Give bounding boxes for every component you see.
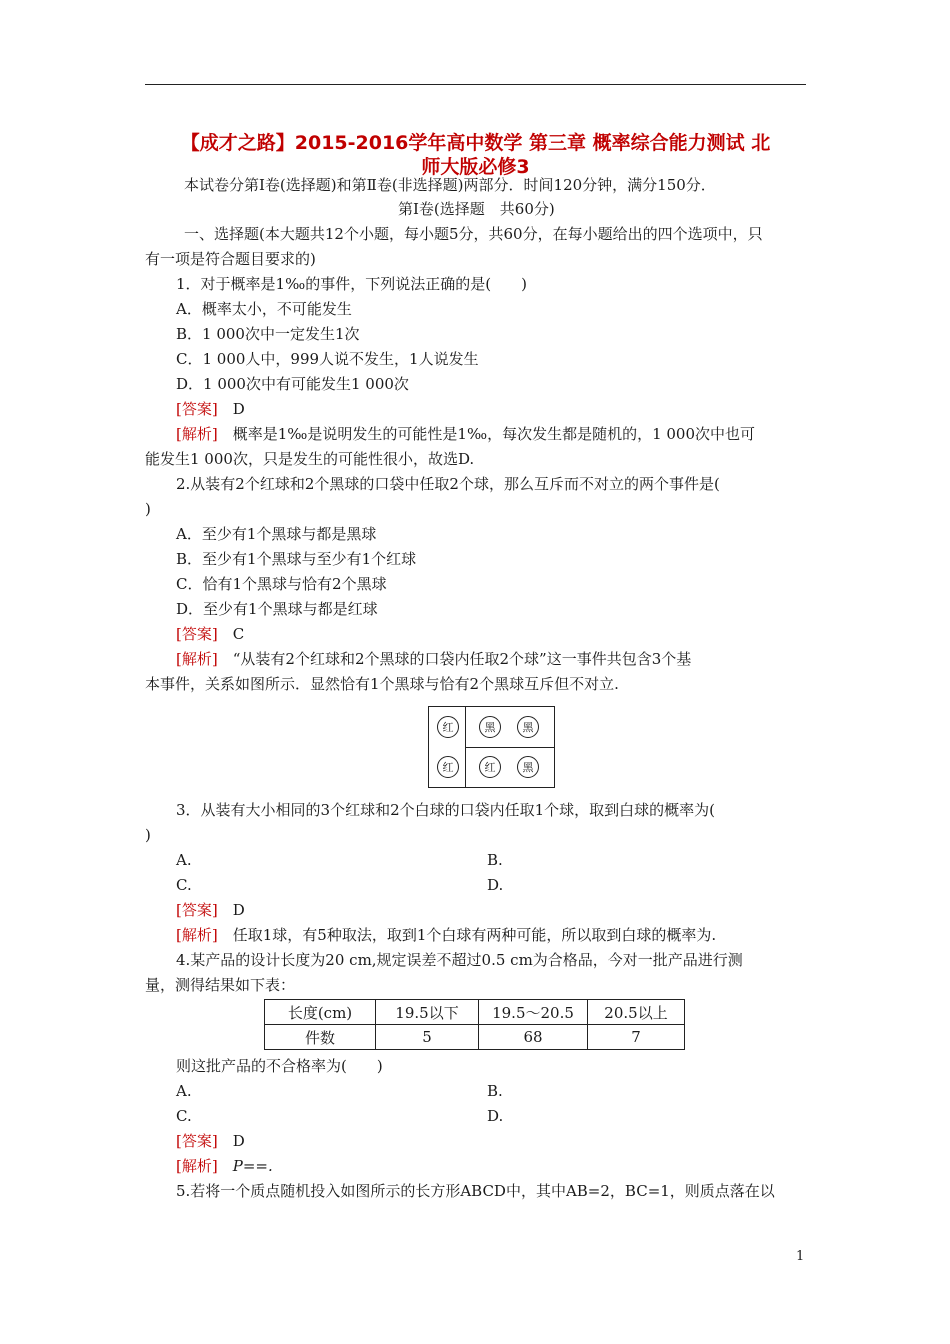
- answer-tag: [答案]: [176, 400, 218, 418]
- red-ball: 红: [479, 756, 501, 778]
- q1-stem: 1．对于概率是1‰的事件，下列说法正确的是( ): [176, 275, 527, 293]
- q4-option-c: C.: [176, 1107, 192, 1125]
- q2-analysis-text1: “从装有2个红球和2个黑球的口袋内任取2个球”这一事件共包含3个基: [232, 650, 692, 668]
- q4-analysis-text: P==.: [232, 1157, 273, 1175]
- q4-analysis: [176, 1156, 273, 1176]
- analysis-tag: [解析]: [176, 425, 218, 443]
- diagram-divider-horizontal: [465, 747, 554, 748]
- analysis-tag: [解析]: [176, 1157, 218, 1175]
- table-row: [265, 1000, 685, 1025]
- q4-option-a: A.: [176, 1082, 192, 1100]
- q1-option-b: B．1 000次中一定发生1次: [176, 325, 360, 343]
- q1-answer-value: D: [232, 400, 245, 418]
- q5-stem-line1: 5.若将一个质点随机投入如图所示的长方形ABCD中，其中AB=2，BC=1，则质点落在以: [176, 1182, 775, 1200]
- section1-line2: 有一项是符合题目要求的): [145, 250, 316, 268]
- q1-analysis-line1: [176, 424, 755, 444]
- q4-table: [264, 999, 685, 1050]
- analysis-tag: [解析]: [176, 926, 218, 944]
- q2-option-a: A．至少有1个黑球与都是黑球: [176, 525, 377, 543]
- q4-stem-line2: 量，测得结果如下表：: [145, 976, 296, 994]
- q4-stem-line1: 4.某产品的设计长度为20 cm,规定误差不超过0.5 cm为合格品，今对一批产品进行测: [176, 951, 743, 969]
- q4-question: 则这批产品的不合格率为( ): [176, 1057, 383, 1075]
- q2-option-b: B．至少有1个黑球与至少有1个红球: [176, 550, 417, 568]
- q2-answer: [176, 624, 244, 644]
- q3-answer: [176, 900, 245, 920]
- q3-stem-line1: 3．从装有大小相同的3个红球和2个白球的口袋内任取1个球，取到白球的概率为(: [176, 801, 716, 819]
- answer-tag: [答案]: [176, 1132, 218, 1150]
- q4-option-b: B.: [487, 1082, 503, 1100]
- black-ball: 黑: [517, 756, 539, 778]
- table-cell: 19.5～20.5: [479, 1000, 588, 1025]
- q3-option-d: D.: [487, 876, 504, 894]
- table-cell: 20.5以上: [588, 1000, 685, 1025]
- header-rule: [145, 84, 806, 85]
- doc-title-line2: 师大版必修3: [421, 156, 530, 178]
- part1-heading: 第Ⅰ卷(选择题 共60分): [398, 200, 555, 218]
- table-cell: 长度(cm): [265, 1000, 376, 1025]
- page-number: 1: [796, 1249, 805, 1264]
- q1-option-c: C．1 000人中，999人说不发生，1人说发生: [176, 350, 479, 368]
- q2-stem-line2: ): [145, 500, 151, 518]
- intro: 本试卷分第Ⅰ卷(选择题)和第Ⅱ卷(非选择题)两部分．时间120分钟，满分150分．: [184, 176, 716, 194]
- q3-analysis-text: 任取1球，有5种取法，取到1个白球有两种可能，所以取到白球的概率为.: [232, 926, 717, 944]
- q1-option-a: A．概率太小，不可能发生: [176, 300, 352, 318]
- q3-option-a: A.: [176, 851, 192, 869]
- q4-answer-value: D: [232, 1132, 245, 1150]
- black-ball: 黑: [479, 716, 501, 738]
- red-ball: 红: [437, 756, 459, 778]
- table-cell: 68: [479, 1025, 588, 1050]
- table-cell: 19.5以下: [376, 1000, 479, 1025]
- q1-analysis-line2: 能发生1 000次，只是发生的可能性很小，故选D.: [145, 450, 475, 468]
- q1-option-d: D．1 000次中有可能发生1 000次: [176, 375, 409, 393]
- red-ball: 红: [437, 716, 459, 738]
- q3-option-b: B.: [487, 851, 503, 869]
- doc-title-line1: 【成才之路】2015-2016学年高中数学 第三章 概率综合能力测试 北: [180, 132, 771, 154]
- q3-answer-value: D: [232, 901, 245, 919]
- q1-answer: [176, 399, 245, 419]
- answer-tag: [答案]: [176, 625, 218, 643]
- table-cell: 件数: [265, 1025, 376, 1050]
- events-diagram: [428, 706, 555, 788]
- q4-answer: [176, 1131, 245, 1151]
- answer-tag: [答案]: [176, 901, 218, 919]
- q2-stem-line1: 2.从装有2个红球和2个黑球的口袋中任取2个球，那么互斥而不对立的两个事件是(: [176, 475, 720, 493]
- q4-option-d: D.: [487, 1107, 504, 1125]
- q1-analysis-text1: 概率是1‰是说明发生的可能性是1‰，每次发生都是随机的，1 000次中也可: [232, 425, 756, 443]
- black-ball: 黑: [517, 716, 539, 738]
- section1-line1: 一、选择题(本大题共12个小题，每小题5分，共60分，在每小题给出的四个选项中，只: [184, 225, 763, 243]
- q2-answer-value: C: [232, 625, 245, 643]
- q3-option-c: C.: [176, 876, 192, 894]
- table-cell: 5: [376, 1025, 479, 1050]
- q2-analysis-line2: 本事件，关系如图所示．显然恰有1个黑球与恰有2个黑球互斥但不对立.: [145, 675, 619, 693]
- q2-option-c: C．恰有1个黑球与恰有2个黑球: [176, 575, 387, 593]
- q2-option-d: D．至少有1个黑球与都是红球: [176, 600, 378, 618]
- q3-stem-line2: ): [145, 826, 151, 844]
- q2-analysis-line1: [176, 649, 691, 669]
- analysis-tag: [解析]: [176, 650, 218, 668]
- q3-analysis: [176, 925, 716, 945]
- table-cell: 7: [588, 1025, 685, 1050]
- table-row: [265, 1025, 685, 1050]
